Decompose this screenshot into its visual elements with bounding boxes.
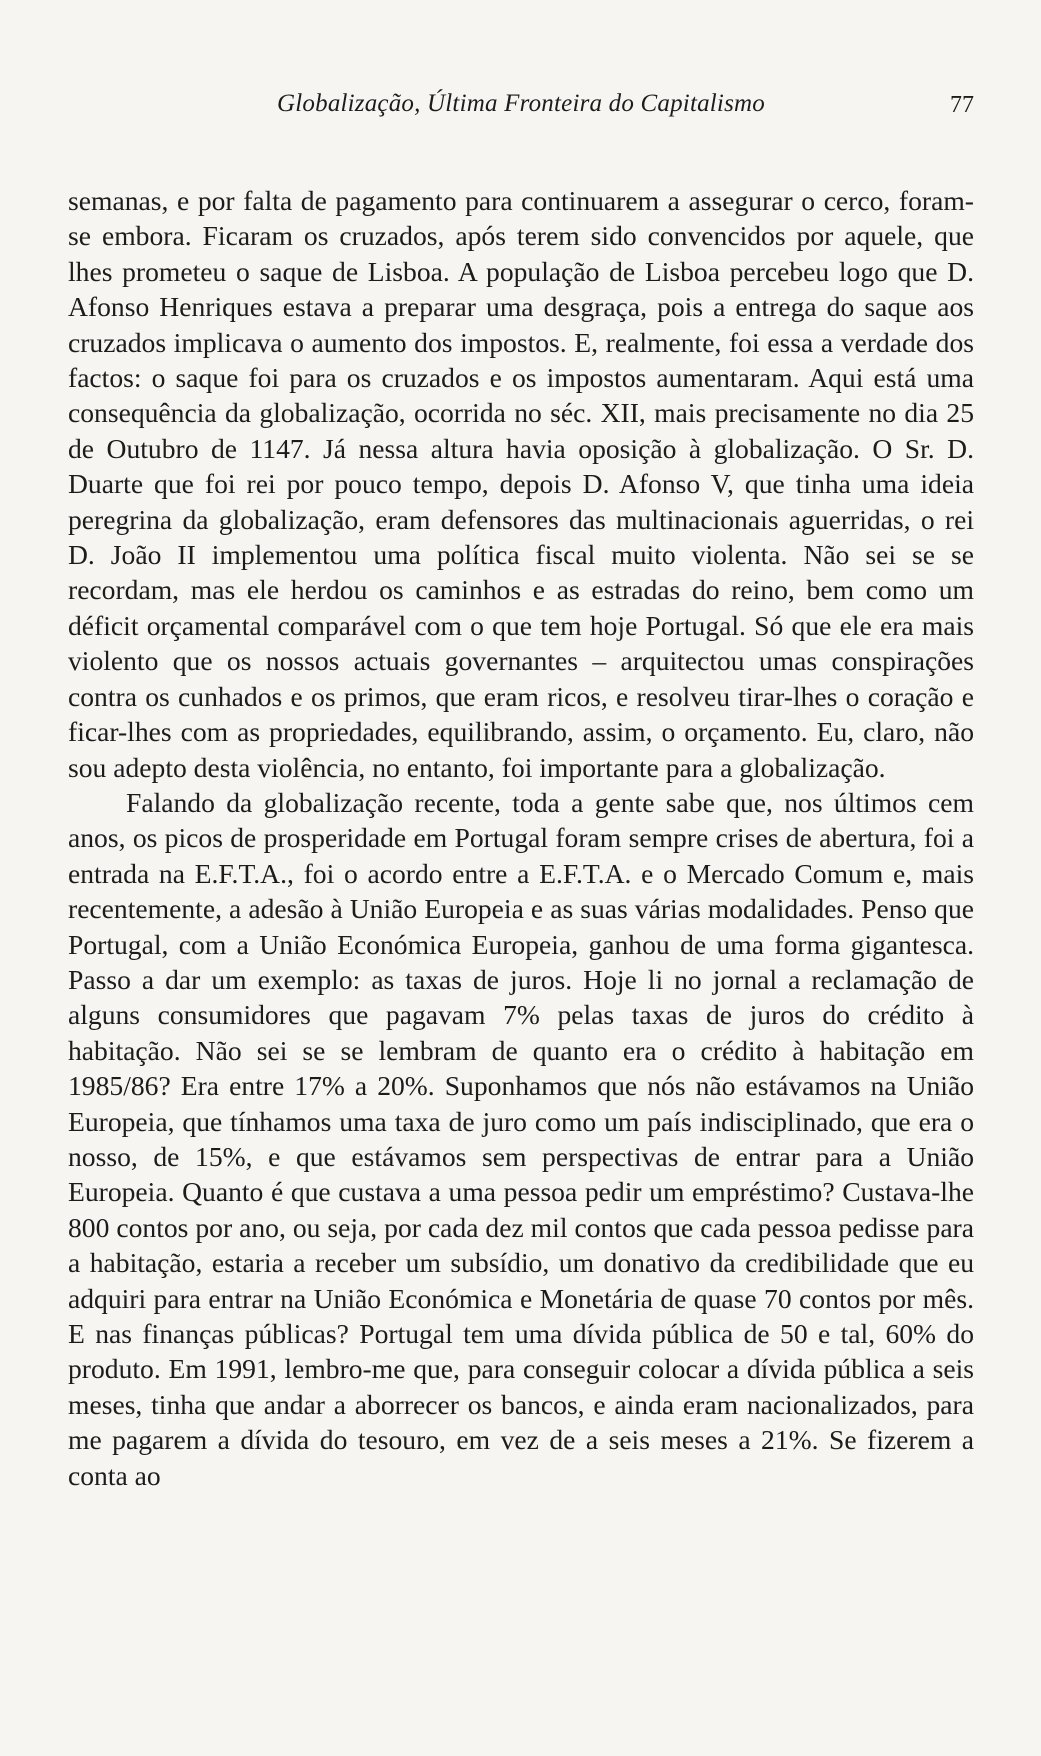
running-title: Globalização, Última Fronteira do Capitalismo — [277, 90, 765, 117]
page-number: 77 — [950, 92, 974, 118]
body-text — [68, 183, 974, 1493]
running-head — [68, 90, 974, 130]
paragraph: semanas, e por falta de pagamento para continuarem a assegurar o cerco, foram-se embora. Ficaram os cruzados, após terem sido convencidos por aquele, que lhes prometeu o saque de Lisboa. A população de Lisboa percebeu logo que D. Afonso Henriques estava a preparar uma desgraça, pois a entrega do saque aos cruzados implicava o aumento dos impostos. E, realmente, foi essa a verdade dos factos: o saque foi para os cruzados e os impostos aumentaram. Aqui está uma consequência da globalização, ocorrida no séc. XII, mais precisamente no dia 25 de Outubro de 1147. Já nessa altura havia oposição à globalização. O Sr. D. Duarte que foi rei por pouco tempo, depois D. Afonso V, que tinha uma ideia peregrina da globalização, eram defensores das multinacionais aguerridas, o rei D. João II implementou uma política fiscal muito violenta. Não sei se se recordam, mas ele herdou os caminhos e as estradas do reino, bem como um déficit orçamental comparável com o que tem hoje Portugal. Só que ele era mais violento que os nossos actuais governantes – arquitectou umas conspirações contra os cunhados e os primos, que eram ricos, e resolveu tirar-lhes o coração e ficar-lhes com as propriedades, equilibrando, assim, o orçamento. Eu, claro, não sou adepto desta violência, no entanto, foi importante para a globalização. — [68, 185, 974, 783]
paragraph: Falando da globalização recente, toda a gente sabe que, nos últimos cem anos, os picos de prosperidade em Portugal foram sempre crises de abertura, foi a entrada na E.F.T.A., foi o acordo entre a E.F.T.A. e o Mercado Comum e, mais recentemente, a adesão à União Europeia e as suas várias modalidades. Penso que Portugal, com a União Económica Europeia, ganhou de uma forma gigantesca. Passo a dar um exemplo: as taxas de juros. Hoje li no jornal a reclamação de alguns consumidores que pagavam 7% pelas taxas de juros do crédito à habitação. Não sei se se lembram de quanto era o crédito à habitação em 1985/86? Era entre 17% a 20%. Suponhamos que nós não estávamos na União Europeia, que tínhamos uma taxa de juro como um país indisciplinado, que era o nosso, de 15%, e que estávamos sem perspectivas de entrar para a União Europeia. Quanto é que custava a uma pessoa pedir um empréstimo? Custava-lhe 800 contos por ano, ou seja, por cada dez mil contos que cada pessoa pedisse para a habitação, estaria a receber um subsídio, um donativo da credibilidade que eu adquiri para entrar na União Económica e Monetária de quase 70 contos por mês. E nas finanças públicas? Portugal tem uma dívida pública de 50 e tal, 60% do produto. Em 1991, lembro-me que, para conseguir colocar a dívida pública a seis meses, tinha que andar a aborrecer os bancos, e ainda eram nacionalizados, para me pagarem a dívida do tesouro, em vez de a seis meses a 21%. Se fizerem a conta ao — [68, 786, 974, 1491]
